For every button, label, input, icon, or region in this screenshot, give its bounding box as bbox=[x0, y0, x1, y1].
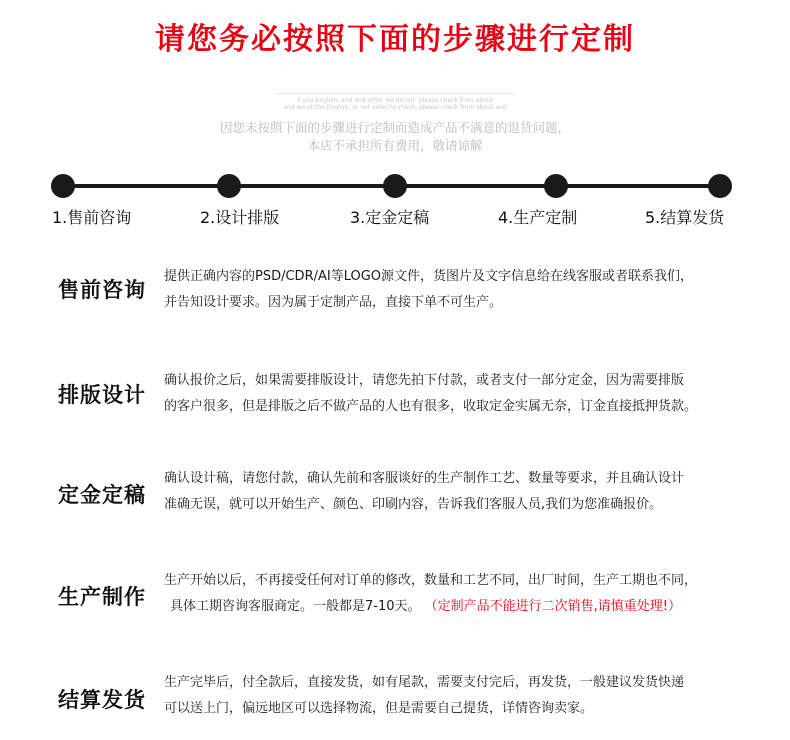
section-presale bbox=[0, 262, 790, 332]
section-deposit-finalize bbox=[0, 466, 790, 536]
section-title: 生产制作 bbox=[58, 585, 146, 609]
step-label-2: 2.设计排版 bbox=[200, 208, 280, 227]
notice-line: 本店不承担所有费用，敬请谅解 bbox=[307, 138, 483, 153]
process-timeline bbox=[0, 0, 790, 240]
section-text bbox=[164, 368, 764, 420]
section-text bbox=[164, 670, 764, 722]
timeline-dot bbox=[708, 174, 732, 198]
faint-english-line: ———————————————————————————————————————— bbox=[275, 90, 515, 97]
section-title: 结算发货 bbox=[58, 688, 146, 712]
timeline-dot bbox=[383, 174, 407, 198]
section-production bbox=[0, 568, 790, 638]
section-text-line: 生产完毕后，付全款后，直接发货，如有尾款，需要支付完后，再发货，一般建议发货快递 bbox=[164, 675, 685, 690]
section-text-line: 的客户很多，但是排版之后不做产品的人也有很多，收取定金实属无奈，订金直接抵押货款。 bbox=[164, 399, 698, 414]
section-text-line: 生产开始以后，不再接受任何对订单的修改，数量和工艺不同，出厂时间，生产工期也不同， bbox=[164, 573, 698, 588]
section-text-main: 具体工期咨询客服商定。一般都是7-10天。 bbox=[170, 599, 421, 614]
section-text-line: 提供正确内容的PSD/CDR/AI等LOGO源文件，货图片及文字信息给在线客服或者联系我们， bbox=[164, 269, 694, 284]
section-layout-design bbox=[0, 366, 790, 436]
timeline-dot bbox=[217, 174, 241, 198]
section-text-line: 准确无误，就可以开始生产、颜色、印刷内容，告诉我们客服人员,我们为您准确报价。 bbox=[164, 497, 663, 512]
warning-text: （定制产品不能进行二次销售,请慎重处理!） bbox=[424, 599, 682, 614]
timeline-dot bbox=[51, 174, 75, 198]
section-text-line: 确认报价之后，如果需要排版设计，请您先拍下付款，或者支付一部分定金，因为需要排版 bbox=[164, 373, 685, 388]
page-title: 请您务必按照下面的步骤进行定制 bbox=[155, 22, 635, 57]
section-text bbox=[164, 264, 764, 316]
section-text-line: 并告知设计要求。因为属于定制产品，直接下单不可生产。 bbox=[164, 295, 503, 310]
timeline-dot bbox=[544, 174, 568, 198]
faint-english-line: if you English, and and other we do not, please check from about bbox=[296, 97, 494, 104]
section-text-line: 可以送上门，偏远地区可以选择物流，但是需要自己提货，详情咨询卖家。 bbox=[164, 701, 594, 716]
section-text-line bbox=[164, 594, 764, 620]
section-text bbox=[164, 466, 764, 518]
notice-line: 因您未按照下面的步骤进行定制而造成产品不满意的退货问题， bbox=[219, 120, 570, 135]
section-title: 排版设计 bbox=[58, 383, 146, 407]
step-label-5: 5.结算发货 bbox=[645, 208, 725, 227]
step-label-4: 4.生产定制 bbox=[498, 208, 578, 227]
section-text-line: 确认设计稿，请您付款，确认先前和客服谈好的生产制作工艺、数量等要求，并且确认设计 bbox=[164, 471, 685, 486]
step-label-3: 3.定金定稿 bbox=[350, 208, 430, 227]
section-text bbox=[164, 568, 764, 620]
faint-english-line: and we at the English, or not order to check, please check from about and bbox=[283, 104, 507, 111]
section-title: 定金定稿 bbox=[58, 483, 146, 507]
section-title: 售前咨询 bbox=[58, 278, 146, 302]
section-settlement-shipping bbox=[0, 670, 790, 740]
step-label-1: 1.售前咨询 bbox=[52, 208, 132, 227]
